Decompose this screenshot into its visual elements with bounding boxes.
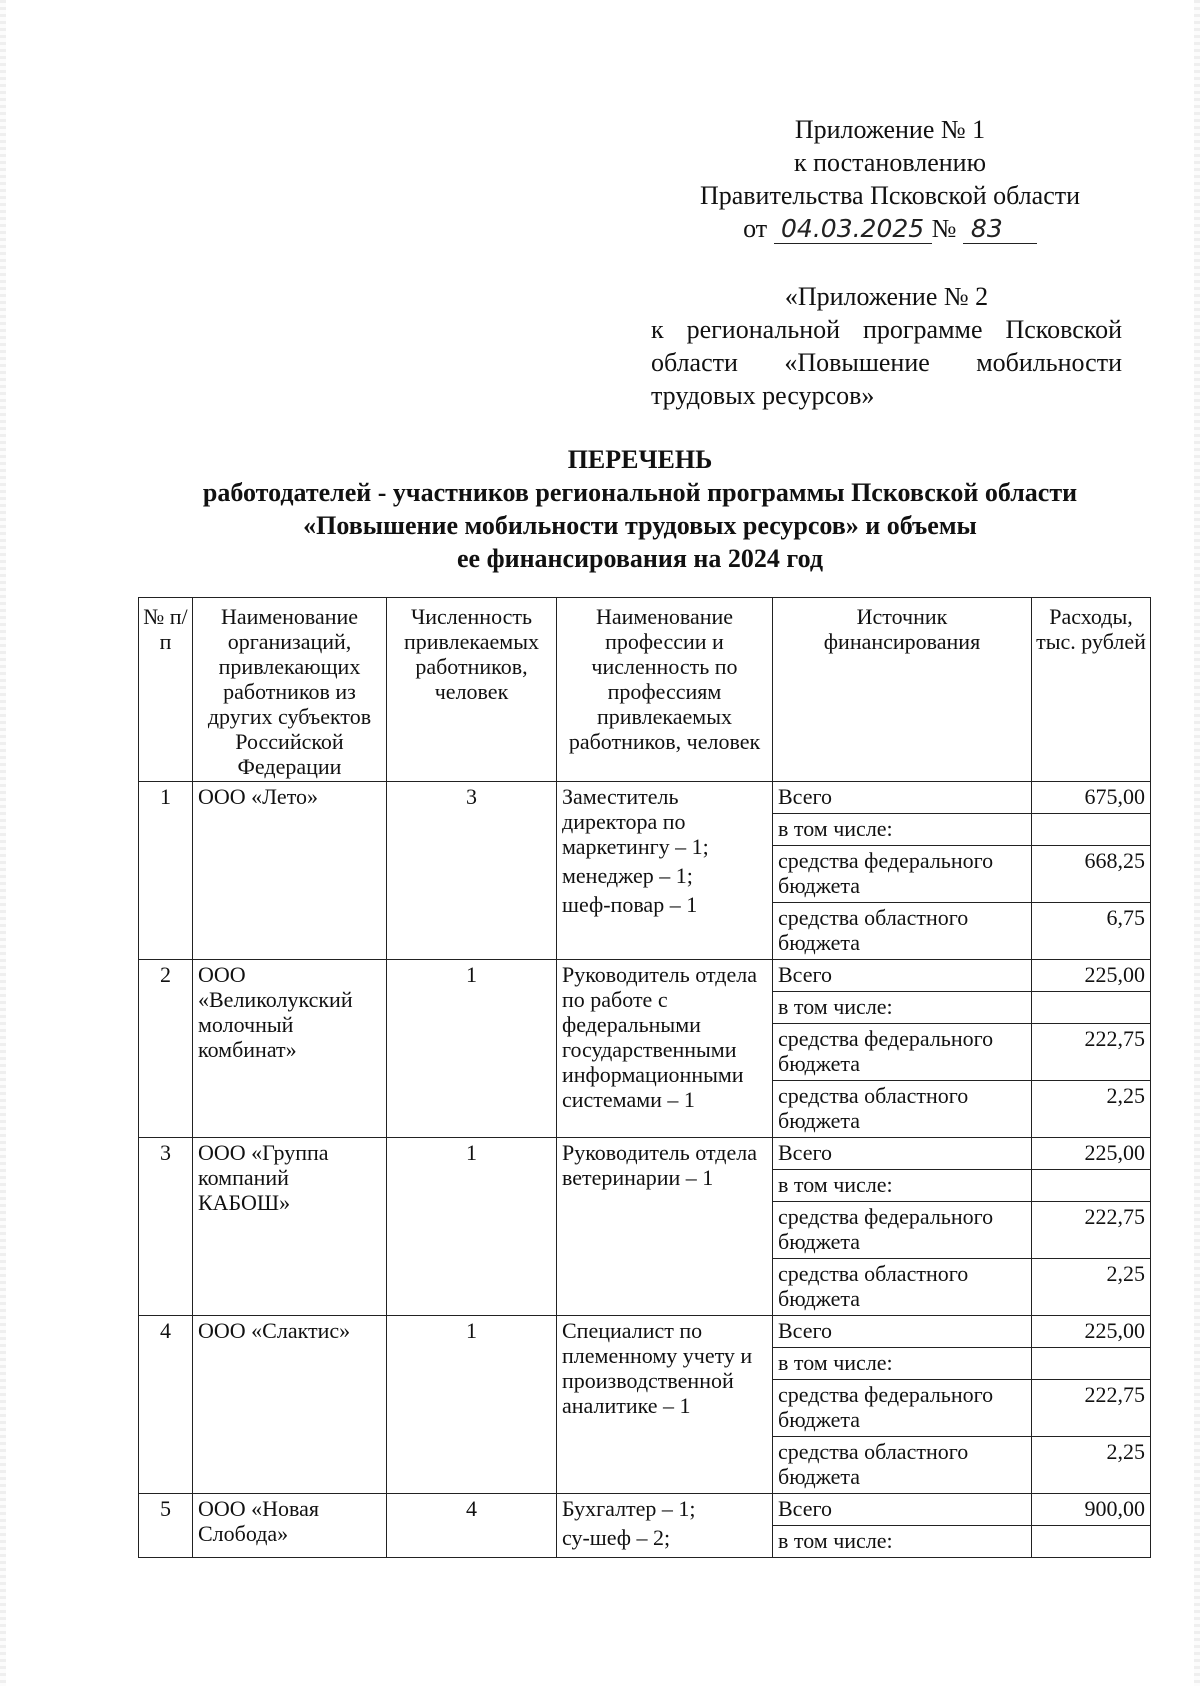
professions-cell bbox=[557, 1138, 773, 1316]
profession-item: шеф-повар – 1 bbox=[562, 892, 698, 917]
amount-including-empty bbox=[1032, 1170, 1151, 1202]
organization-name: ООО «Лето» bbox=[193, 782, 387, 960]
handwritten-number: 83 bbox=[963, 215, 1037, 244]
table-body bbox=[139, 782, 1151, 1558]
source-total-label: Всего bbox=[773, 1316, 1032, 1348]
organization-name: ООО «Группа компаний КАБОШ» bbox=[193, 1138, 387, 1316]
amount-including-empty bbox=[1032, 992, 1151, 1024]
organization-name: ООО «Новая Слобода» bbox=[193, 1494, 387, 1558]
professions-cell bbox=[557, 1316, 773, 1494]
worker-count: 4 bbox=[387, 1494, 557, 1558]
profession-item: су-шеф – 2; bbox=[562, 1525, 671, 1550]
row-number: 1 bbox=[139, 782, 193, 960]
profession-item: Руководитель отдела ветеринарии – 1 bbox=[562, 1140, 758, 1190]
row-number: 3 bbox=[139, 1138, 193, 1316]
header-profession: Наименование профессии и численность по профессиям привлекаемых работников, человек bbox=[557, 598, 773, 782]
source-including-label: в том числе: bbox=[773, 1170, 1032, 1202]
amount-regional: 2,25 bbox=[1032, 1437, 1151, 1494]
profession-item: Специалист по племенному учету и производственной аналитике – 1 bbox=[562, 1318, 753, 1418]
scan-edge-right bbox=[1194, 0, 1200, 1686]
source-regional-label: средства областного бюджета bbox=[773, 903, 1032, 960]
resolution-header bbox=[660, 113, 1120, 245]
organization-name: ООО «Великолукский молочный комбинат» bbox=[193, 960, 387, 1138]
amount-total: 900,00 bbox=[1032, 1494, 1151, 1526]
source-regional-label: средства областного бюджета bbox=[773, 1081, 1032, 1138]
worker-count: 1 bbox=[387, 960, 557, 1138]
header-line-3: Правительства Псковской области bbox=[699, 181, 1081, 210]
amount-total: 225,00 bbox=[1032, 960, 1151, 992]
amount-federal: 668,25 bbox=[1032, 846, 1151, 903]
header-source: Источник финансирования bbox=[773, 598, 1032, 782]
financing-table bbox=[138, 597, 1151, 1558]
date-prefix: от bbox=[743, 214, 768, 243]
table-row bbox=[139, 960, 1151, 992]
title-line-4: ее финансирования на 2024 год bbox=[457, 544, 823, 573]
professions-cell bbox=[557, 782, 773, 960]
amount-total: 225,00 bbox=[1032, 1316, 1151, 1348]
amount-total: 225,00 bbox=[1032, 1138, 1151, 1170]
professions-cell bbox=[557, 960, 773, 1138]
source-total-label: Всего bbox=[773, 1494, 1032, 1526]
profession-item: менеджер – 1; bbox=[562, 863, 693, 888]
table-header-row bbox=[139, 598, 1151, 782]
amount-federal: 222,75 bbox=[1032, 1202, 1151, 1259]
amount-including-empty bbox=[1032, 1348, 1151, 1380]
table-row bbox=[139, 1138, 1151, 1170]
source-total-label: Всего bbox=[773, 1138, 1032, 1170]
professions-cell bbox=[557, 1494, 773, 1558]
row-number: 5 bbox=[139, 1494, 193, 1558]
table-row bbox=[139, 1494, 1151, 1526]
row-number: 4 bbox=[139, 1316, 193, 1494]
source-federal-label: средства федерального бюджета bbox=[773, 1202, 1032, 1259]
appendix-line-2: к региональной программе Псковской bbox=[651, 315, 1122, 344]
header-org: Наименование организаций, привлекающих работников из других субъектов Российской Федерации bbox=[193, 598, 387, 782]
amount-regional: 2,25 bbox=[1032, 1259, 1151, 1316]
table-row bbox=[139, 1316, 1151, 1348]
appendix-line-4: трудовых ресурсов» bbox=[651, 381, 875, 410]
source-total-label: Всего bbox=[773, 960, 1032, 992]
header-amount: Расходы, тыс. рублей bbox=[1032, 598, 1151, 782]
source-regional-label: средства областного бюджета bbox=[773, 1259, 1032, 1316]
appendix-line-3: области «Повышение мобильности bbox=[651, 348, 1122, 377]
source-including-label: в том числе: bbox=[773, 992, 1032, 1024]
date-number-line bbox=[743, 212, 1037, 245]
table-row bbox=[139, 782, 1151, 814]
worker-count: 3 bbox=[387, 782, 557, 960]
profession-item: Заместитель директора по маркетингу – 1; bbox=[562, 784, 709, 859]
source-including-label: в том числе: bbox=[773, 1348, 1032, 1380]
handwritten-date: 04.03.2025 bbox=[774, 215, 932, 244]
source-including-label: в том числе: bbox=[773, 814, 1032, 846]
number-sign: № bbox=[931, 214, 957, 243]
appendix-reference bbox=[651, 280, 1122, 412]
scan-edge-left bbox=[0, 0, 6, 1686]
header-count: Численность привлекаемых работников, человек bbox=[387, 598, 557, 782]
row-number: 2 bbox=[139, 960, 193, 1138]
organization-name: ООО «Слактис» bbox=[193, 1316, 387, 1494]
title-line-3: «Повышение мобильности трудовых ресурсов» и объемы bbox=[303, 511, 977, 540]
source-total-label: Всего bbox=[773, 782, 1032, 814]
header-line-1: Приложение № 1 bbox=[794, 115, 986, 144]
source-regional-label: средства областного бюджета bbox=[773, 1437, 1032, 1494]
source-federal-label: средства федерального бюджета bbox=[773, 846, 1032, 903]
amount-federal: 222,75 bbox=[1032, 1380, 1151, 1437]
amount-including-empty bbox=[1032, 1526, 1151, 1558]
profession-item: Бухгалтер – 1; bbox=[562, 1496, 696, 1521]
header-line-2: к постановлению bbox=[793, 148, 987, 177]
title-line-2: работодателей - участников региональной программы Псковской области bbox=[202, 478, 1078, 507]
appendix-line-1: «Приложение № 2 bbox=[784, 282, 989, 311]
title-line-1: ПЕРЕЧЕНЬ bbox=[567, 445, 713, 474]
amount-regional: 2,25 bbox=[1032, 1081, 1151, 1138]
amount-regional: 6,75 bbox=[1032, 903, 1151, 960]
document-title bbox=[140, 443, 1140, 575]
source-federal-label: средства федерального бюджета bbox=[773, 1024, 1032, 1081]
header-num: № п/п bbox=[139, 598, 193, 782]
amount-federal: 222,75 bbox=[1032, 1024, 1151, 1081]
source-including-label: в том числе: bbox=[773, 1526, 1032, 1558]
source-federal-label: средства федерального бюджета bbox=[773, 1380, 1032, 1437]
amount-total: 675,00 bbox=[1032, 782, 1151, 814]
amount-including-empty bbox=[1032, 814, 1151, 846]
worker-count: 1 bbox=[387, 1138, 557, 1316]
profession-item: Руководитель отдела по работе с федеральными государственными информационными системами – 1 bbox=[562, 962, 758, 1112]
worker-count: 1 bbox=[387, 1316, 557, 1494]
